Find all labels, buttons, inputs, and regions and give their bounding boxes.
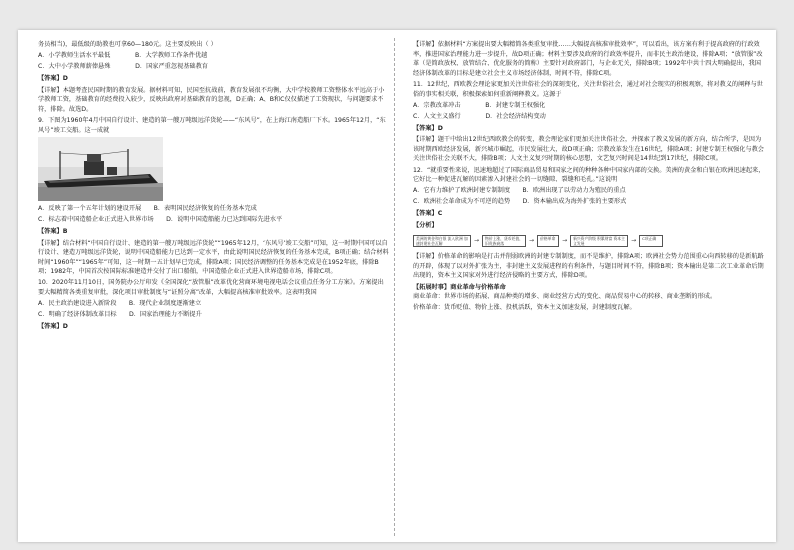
arrow-icon: → xyxy=(529,237,535,245)
right-column xyxy=(413,40,765,315)
question-9: 9．下图为1960年4月中国自行设计、建造的第一艘万吨级远洋货轮——“东风号”，在上海江南造船厂下水。1965年12月，“东风号”竣工交船。这一成就 xyxy=(38,116,386,134)
answer-label: 【答案】B xyxy=(38,227,68,235)
option-line: A．它有力维护了欧洲封建专制制度 B．欧洲出现了以劳动力为殖民的重点 xyxy=(413,187,626,195)
question-10: 10．2020年11月10日，国务院办公厅印发《全国深化“放管服”改革优化营商环境电视电话会议重点任务分工方案》。方案提出要大幅精简各类重复审批，深化项目审批制度与“证照分离”改革，大幅提高核准审批效率。这表明我国 xyxy=(38,279,384,297)
question-intro: 务员相当)，最低级的助教也可拿60—180元。这主要反映出（ ） xyxy=(38,41,217,48)
extension-heading: 【拓展时事】商业革命与价格革命 xyxy=(413,283,506,291)
question-11: 11．12世纪，西欧教会理论家更加关注世俗社会的深刻变化，关注世俗社会，通过对社会现实的积极观察，将对教义的阐释与世俗的事实相关联，积极探索如何重新阐释教义。这源于 xyxy=(413,80,763,98)
answer-label: 【答案】C xyxy=(413,210,443,218)
option-line: C．大中小学教师薪俸悬殊 D．国家严重忽视基础教育 xyxy=(38,63,208,71)
extension-text: 商业革命：世界市场的拓展、商品种类的增多、商业经营方式的变化、商品贸易中心的转移、商业垄断的形成。 xyxy=(413,293,717,301)
explanation: 【详解】结合材料“中国自行设计、建造的第一艘万吨级远洋货轮”“1965年12月，‘东风号’竣工交船”可知，这一时期中国可以自行设计、建造万吨级远洋货轮，说明中国造船能力已达到一定水平，由此说明国民经济恢复的任务基本完成，B项正确；结合材料时间“1960年”“1965年”可知，这一时期一五计划早已完成，排除A项；国民经济调整的任务基本完成是在1952年底，排除B项；1982年，中国首次按国际标准建造并交付了出口船舶，中国造船企业正式进入世界造船市场，排除C项。 xyxy=(38,239,389,276)
option-line: A．民主政治建设进入新阶段 B．现代企业制度逐渐建立 xyxy=(38,300,202,308)
arrow-icon: → xyxy=(474,237,480,245)
document-page xyxy=(18,30,776,542)
column-divider xyxy=(394,38,395,536)
answer-label: 【答案】D xyxy=(413,124,443,132)
analysis-flowchart xyxy=(413,233,765,249)
explanation: 【详解】依据材料“方案提出要大幅精简各类重复审批……大幅提高核准审批效率”，可以看出，该方案有利于提高政府的行政效率，推进国家治理能力进一步提升，故D项正确；材料主要涉及政府的行政效率提升，而非民主政治建设，排除A项；“放管服”改革（是简政放权、放管结合、优化服务的简称）主要针对政府部门，与企业无关，排除B项；1992年中共十四大明确提出，我国经济体制改革的目标是建立社会主义市场经济体制，时间不符，排除C项。 xyxy=(413,41,763,77)
answer-label: 【答案】D xyxy=(38,323,68,331)
flow-box: 新兴资产阶级 积累财富 资本主义发展 xyxy=(570,235,628,247)
ship-photo xyxy=(38,137,163,201)
extension-text: 价格革命：货币贬值、物价上涨、投机活跃，资本主义加速发展，封建制度瓦解。 xyxy=(413,304,636,312)
arrow-icon: → xyxy=(562,237,568,245)
arrow-icon: → xyxy=(631,237,637,245)
flow-box: 物价上涨，货币贬值，旧贵族衰落 xyxy=(482,235,526,247)
option-line: C．欧洲社会革命成为不可逆的趋势 D．资本输出成为海外扩张的主要形式 xyxy=(413,198,627,206)
option-line: C．标志着中国造船企业正式进入世界市场 D．说明中国造船能力已达到国际先进水平 xyxy=(38,216,283,224)
explanation: 【详解】本题考查民国时期的教育发展。据材料可知，民国至抗战前，教育发展很不均衡，大中学校教师工资整体水平远高于小学教师工资，基础教育的经费投入较少，反映出政府对基础教育的忽视，D正确；A、B和C仅仅描述了工资现状，与问题要求不符，排除。故选D。 xyxy=(38,86,385,113)
flow-box: 美洲的黄金和白银 流入欧洲 加速封建社会瓦解 xyxy=(413,235,471,247)
flow-box: 价格革命 xyxy=(537,235,559,247)
option-line: C．明确了经济体制改革目标 D．国家治理能力不断提升 xyxy=(38,311,202,319)
option-line: C．人文主义盛行 D．社会经济结构变动 xyxy=(413,112,546,120)
left-column xyxy=(38,40,390,334)
analysis-heading: 【分析】 xyxy=(413,221,438,229)
option-line: A．小学教师生活水平最低 B．大学教师工作条件优越 xyxy=(38,52,208,60)
flow-box: C项正确 xyxy=(639,235,663,247)
option-line: A．宗教改革冲击 B．封建专制王权强化 xyxy=(413,101,546,109)
question-12: 12．“就重要性来说，迅速地超过了国际商品贸易和国家之间的种种各种中国家内部的交换。美洲的黄金和白银在欧洲迅速起来，它好比一种促进瓦解的因素渗入封建社会的一切缝隙、裂缝和毛孔。”这说明 xyxy=(413,166,765,184)
explanation: 【详解】题干中给出12世纪西欧教会的转变，教会理论家们更加关注世俗社会，并探索了教义发展的新方向，结合所学，是因为该时期西欧经济发展，新兴城市崛起，市民发展壮大，故D项正确；宗教改革发生在16世纪，排除A项；封建专制王权强化与教会关注世俗社会关联不大，排除B项；人文主义复兴时期的核心思想，文艺复兴时间是14世纪到17世纪，排除C项。 xyxy=(413,136,764,163)
option-line: A．反映了第一个五年计划的建设开展 B．表明国民经济恢复的任务基本完成 xyxy=(38,205,257,213)
answer-label: 【答案】D xyxy=(38,74,68,82)
explanation: 【详解】价格革命的影响是打击并削弱欧洲的封建专制制度，而不是维护，排除A项；欧洲社会势力范围重心向西转移的是新航路的开辟，体现了以对外扩张为主，非封建主义发展进程的有利条件，与题目时间不符，排除B项；资本输出是第二次工业革命后期出现的，资本主义国家对外进行经济侵略的主要方式，排除D项。 xyxy=(413,253,764,280)
